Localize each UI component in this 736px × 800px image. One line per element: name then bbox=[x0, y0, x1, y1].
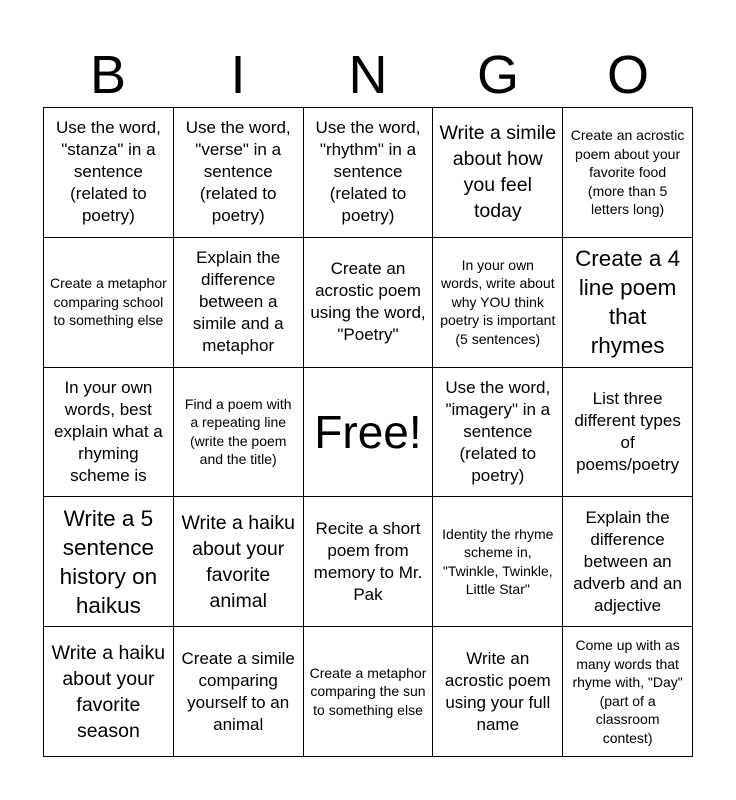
cell-text: Identity the rhyme scheme in, "Twinkle, Twinkle, Little Star" bbox=[442, 525, 554, 598]
bingo-cell[interactable] bbox=[433, 238, 563, 368]
bingo-cell[interactable] bbox=[304, 238, 434, 368]
cell-text: Use the word, "rhythm" in a sentence (related to poetry) bbox=[315, 118, 421, 226]
cell-text: Use the word, "stanza" in a sentence (related to poetry) bbox=[55, 118, 161, 226]
cell-text: Create a 4 line poem that rhymes bbox=[575, 246, 681, 359]
cell-text: Write a haiku about your favorite season bbox=[51, 641, 166, 742]
bingo-cell[interactable] bbox=[44, 497, 174, 627]
cell-text: Recite a short poem from memory to Mr. Pak bbox=[313, 518, 423, 604]
bingo-cell[interactable] bbox=[304, 497, 434, 627]
cell-text: In your own words, best explain what a rhyming scheme is bbox=[54, 377, 163, 485]
cell-text: Create a metaphor comparing the sun to something else bbox=[309, 664, 427, 718]
header-letter-n: N bbox=[348, 45, 388, 105]
bingo-cell[interactable] bbox=[563, 368, 693, 498]
header-letter-i: I bbox=[230, 45, 246, 105]
bingo-cell[interactable] bbox=[44, 108, 174, 238]
cell-text: Come up with as many words that rhyme with, "Day" (part of a classroom contest) bbox=[572, 637, 683, 746]
cell-text: Use the word, "imagery" in a sentence (related to poetry) bbox=[445, 377, 551, 485]
cell-text: Explain the difference between a simile and a metaphor bbox=[192, 248, 284, 356]
bingo-cell[interactable] bbox=[174, 368, 304, 498]
cell-text: Write a haiku about your favorite animal bbox=[181, 511, 295, 612]
bingo-cell[interactable] bbox=[174, 627, 304, 757]
bingo-cell[interactable] bbox=[44, 627, 174, 757]
header-letter-o: O bbox=[606, 45, 649, 105]
cell-text: Explain the difference between an adverb and an adjective bbox=[573, 507, 682, 615]
cell-text: List three different types of poems/poetry bbox=[574, 388, 681, 474]
bingo-cell[interactable] bbox=[433, 627, 563, 757]
bingo-cell[interactable] bbox=[433, 108, 563, 238]
bingo-cell[interactable] bbox=[563, 108, 693, 238]
bingo-header bbox=[43, 44, 693, 106]
bingo-cell[interactable] bbox=[174, 497, 304, 627]
cell-text: Write an acrostic poem using your full name bbox=[444, 648, 551, 734]
bingo-cell[interactable] bbox=[563, 238, 693, 368]
bingo-cell[interactable] bbox=[174, 108, 304, 238]
bingo-cell[interactable] bbox=[304, 108, 434, 238]
cell-text: Find a poem with a repeating line (write the poem and the title) bbox=[184, 395, 292, 468]
cell-text: Write a 5 sentence history on haikus bbox=[59, 505, 158, 618]
bingo-grid bbox=[43, 107, 693, 757]
cell-text: In your own words, write about why YOU think poetry is important (5 sentences) bbox=[440, 256, 556, 347]
cell-text: Create a simile comparing yourself to an animal bbox=[181, 648, 295, 734]
bingo-cell[interactable] bbox=[563, 497, 693, 627]
cell-text: Create a metaphor comparing school to something else bbox=[50, 275, 167, 329]
header-letter-b: B bbox=[89, 45, 127, 105]
bingo-cell[interactable] bbox=[433, 368, 563, 498]
cell-text: Use the word, "verse" in a sentence (related to poetry) bbox=[185, 118, 291, 226]
cell-text: Create an acrostic poem about your favorite food (more than 5 letters long) bbox=[570, 127, 685, 218]
header-letter-g: G bbox=[476, 45, 519, 105]
bingo-cell[interactable] bbox=[304, 627, 434, 757]
cell-text: Create an acrostic poem using the word, "Poetry" bbox=[310, 259, 426, 345]
bingo-cell[interactable] bbox=[174, 238, 304, 368]
bingo-cell[interactable] bbox=[44, 238, 174, 368]
free-space-text: Free! bbox=[314, 405, 422, 458]
bingo-cell[interactable] bbox=[44, 368, 174, 498]
cell-text: Write a simile about how you feel today bbox=[439, 122, 557, 223]
bingo-cell-free[interactable] bbox=[304, 368, 434, 498]
bingo-cell[interactable] bbox=[433, 497, 563, 627]
bingo-cell[interactable] bbox=[563, 627, 693, 757]
